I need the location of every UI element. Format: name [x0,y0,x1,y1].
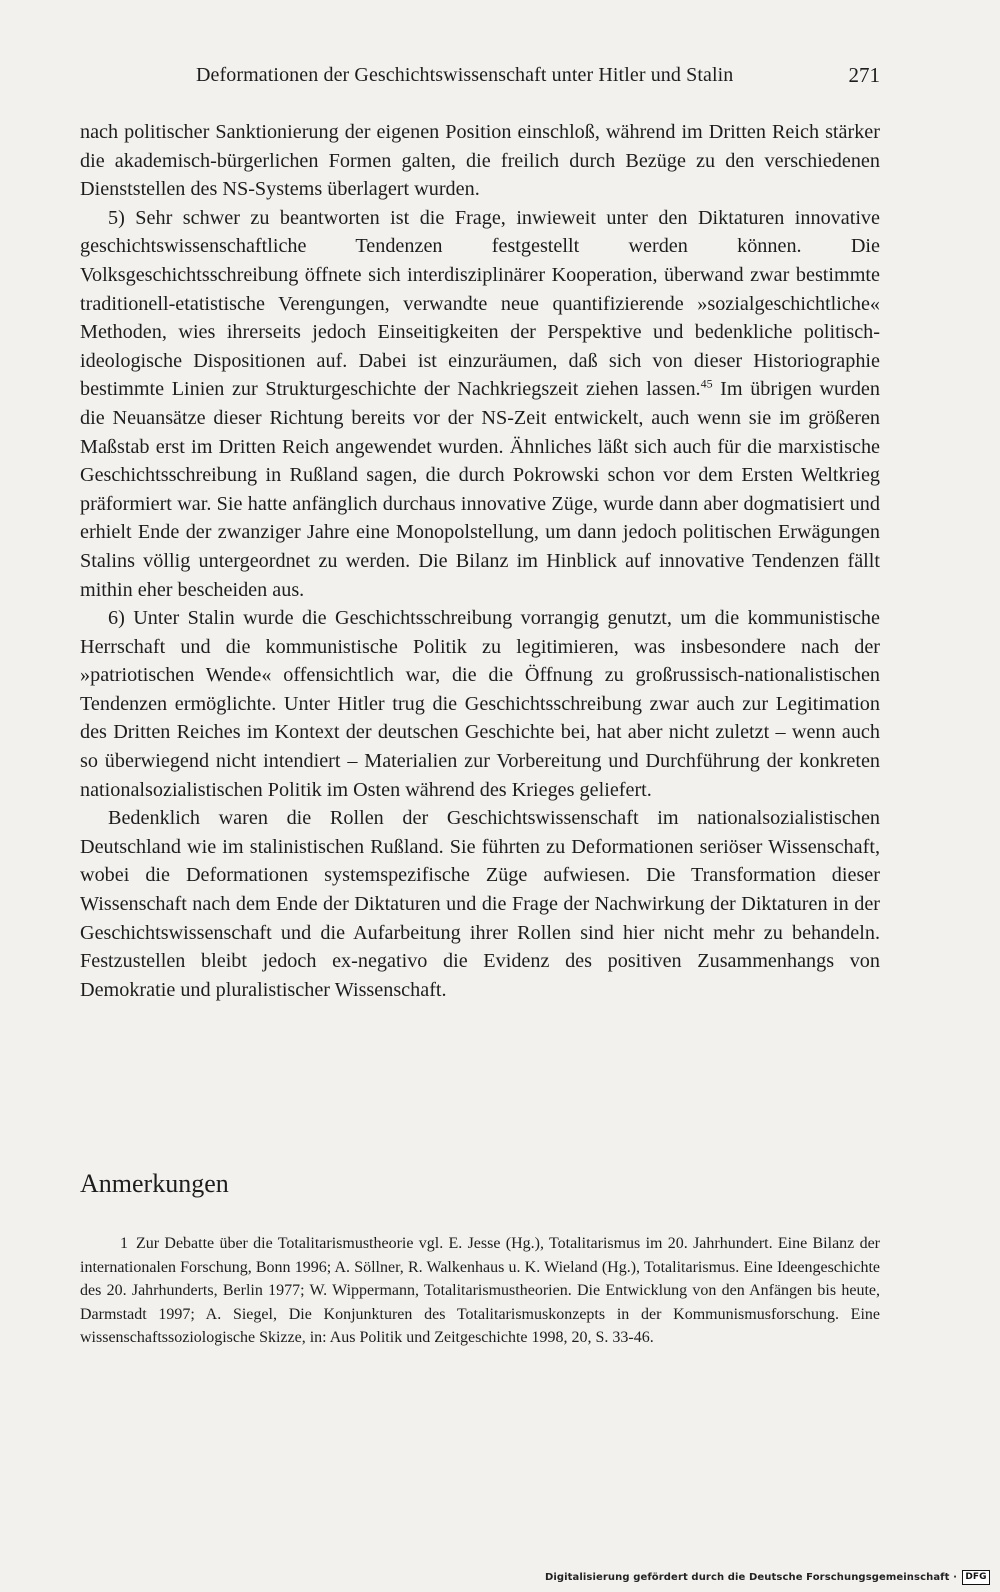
funding-text: Digitalisierung gefördert durch die Deutsche Forschungsgemeinschaft · [544,1571,957,1583]
digitization-footer [545,1568,990,1586]
paragraph-continuation: nach politischer Sanktionierung der eigenen Position einschloß, während im Dritten Reich stärker die akademisch-bürgerlichen Formen galten, die freilich durch Bezüge zu den verschiedenen Dienststellen des NS-Systems überlagert wurden. [80,121,880,201]
running-title: Deformationen der Geschichtswissenschaft unter Hitler und Stalin [196,64,734,86]
paragraph-text-continued: Im übrigen wurden die Neuansätze dieser Richtung bereits vor der NS-Zeit entwickelt, auch wenn sie im größeren Maßstab erst im Dritten Reich angewendet wurden. Ähnliches läßt sich auch für die marxistische Geschichtsschreibung in Rußland sagen, die durch Pokrowski schon vor dem Ersten Weltkrieg präformiert war. Sie hatte anfänglich durchaus innovative Züge, wurde dann aber dogmatisiert und erhielt Ende der zwanziger Jahre eine Monopolstellung, um dann jedoch politischen Erwägungen Stalins völlig untergeordnet zu werden. Die Bilanz im Hinblick auf innovative Tendenzen fällt mithin eher bescheiden aus. [80,378,880,601]
paragraph-point-5 [80,204,880,604]
paragraph-text: 5) Sehr schwer zu beantworten ist die Frage, inwieweit unter den Diktaturen innovative geschichtswissenschaftliche Tendenzen festgestellt werden können. Die Volksgeschichtsschreibung öffnete sich interdisziplinärer Kooperation, überwand zwar bestimmte traditionell-etatistische Verengungen, verwandte neue quantifizierende »sozialgeschichtliche« Methoden, wies ihrerseits jedoch Einseitigkeiten der Perspektive und bedenkliche politisch-ideologische Dispositionen auf. Dabei ist einzuräumen, daß sich von dieser Historiographie bestimmte Linien zur Strukturgeschichte der Nachkriegszeit ziehen lassen. [80,206,880,401]
paragraph-point-6: 6) Unter Stalin wurde die Geschichtsschreibung vorrangig genutzt, um die kommunistische Herrschaft und die kommunistische Politik zu legitimieren, was insbesondere nach der »patriotischen Wende« offensichtlich war, die die Öffnung zu großrussisch-nationalistischen Tendenzen ermöglichte. Unter Hitler trug die Geschichtsschreibung zwar auch zur Legitimation des Dritten Reiches im Kontext der deutschen Geschichte bei, hat aber nicht zuletzt – wenn auch so überwiegend nicht intendiert – Materialien zur Vorbereitung und Durchführung der konkreten nationalsozialistischen Politik im Osten während des Krieges geliefert. [80,607,880,801]
footnotes [80,1232,880,1350]
notes-heading: Anmerkungen [80,1169,229,1198]
body-text [80,118,880,1004]
footnote-text: Zur Debatte über die Totalitarismustheorie vgl. E. Jesse (Hg.), Totalitarismus im 20. Jahrhundert. Eine Bilanz der internationalen Forschung, Bonn 1996; A. Söllner, R. Walkenhaus u. K. Wieland (Hg.), Totalitarismus. Eine Ideengeschichte des 20. Jahrhunderts, Berlin 1977; W. Wippermann, Totalitarismustheorien. Die Entwicklung von den Anfängen bis heute, Darmstadt 1997; A. Siegel, Die Konjunkturen des Totalitarismuskonzepts in der Kommunismusforschung. Eine wissenschaftssoziologische Skizze, in: Aus Politik und Zeitgeschichte 1998, 20, S. 33-46. [80,1235,880,1346]
page-number: 271 [848,63,880,87]
footnote-number: 1 [120,1235,128,1252]
footnote-reference[interactable]: 45 [700,376,713,391]
running-head [80,62,880,92]
footnote-item [80,1232,880,1350]
paragraph-conclusion: Bedenklich waren die Rollen der Geschichtswissenschaft im nationalsozialistischen Deutschland wie im stalinistischen Rußland. Sie führten zu Deformationen seriöser Wissenschaft, wobei die Deformationen systemspezifische Züge aufwiesen. Die Transformation dieser Wissenschaft nach dem Ende der Diktaturen und die Frage der Nachwirkung der Diktaturen in der Geschichtswissenschaft und die Aufarbeitung ihrer Rollen sind hier nicht mehr zu behandeln. Festzustellen bleibt jedoch ex-negativo die Evidenz des positiven Zusammenhangs von Demokratie und pluralistischer Wissenschaft. [80,807,880,1001]
dfg-logo-icon: DFG [962,1570,990,1585]
